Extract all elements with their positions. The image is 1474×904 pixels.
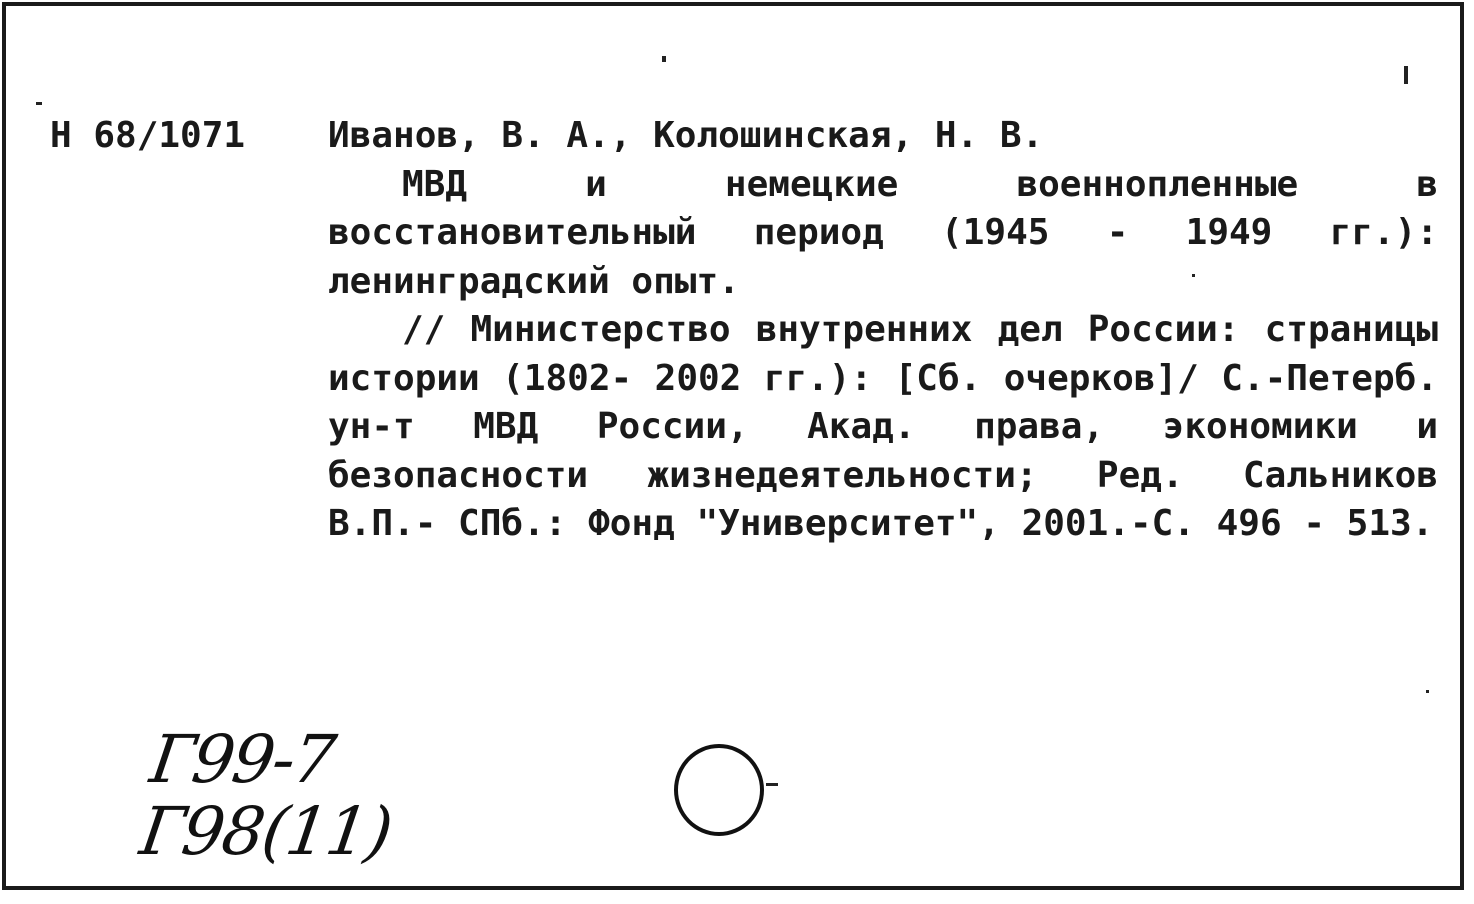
speck-mark [1426, 690, 1429, 693]
bibliographic-entry [328, 112, 1438, 549]
speck-mark [36, 102, 42, 105]
handwritten-call-numbers [135, 721, 405, 870]
speck-mark [1404, 66, 1408, 84]
circle-stamp [674, 744, 764, 836]
source-block: // Министерство внутренних дел России: страницы истории (1802- 2002 гг.): [Сб. очерков]/ С.-Петерб. ун-т МВД России, Акад. права, экономики и безопасности жизнедеятельности; Ред. Сальников В.П.- СПб.: Фонд "Университет", 2001.-С. 496 - 513. [328, 309, 1438, 544]
title-block: МВД и немецкие военнопленные в восстановительный период (1945 - 1949 гг.): ленинградский опыт. [328, 163, 1438, 302]
authors: Иванов, В. А., Колошинская, Н. В. [328, 115, 1044, 156]
catalog-card [2, 2, 1464, 890]
handwritten-code-1: Г99-7 [145, 721, 339, 798]
stamp-mark [766, 783, 778, 786]
shelfmark: Н 68/1071 [50, 115, 246, 156]
speck-mark [662, 56, 666, 62]
speck-mark [1192, 274, 1195, 277]
handwritten-code-2: Г98(11) [135, 793, 396, 870]
